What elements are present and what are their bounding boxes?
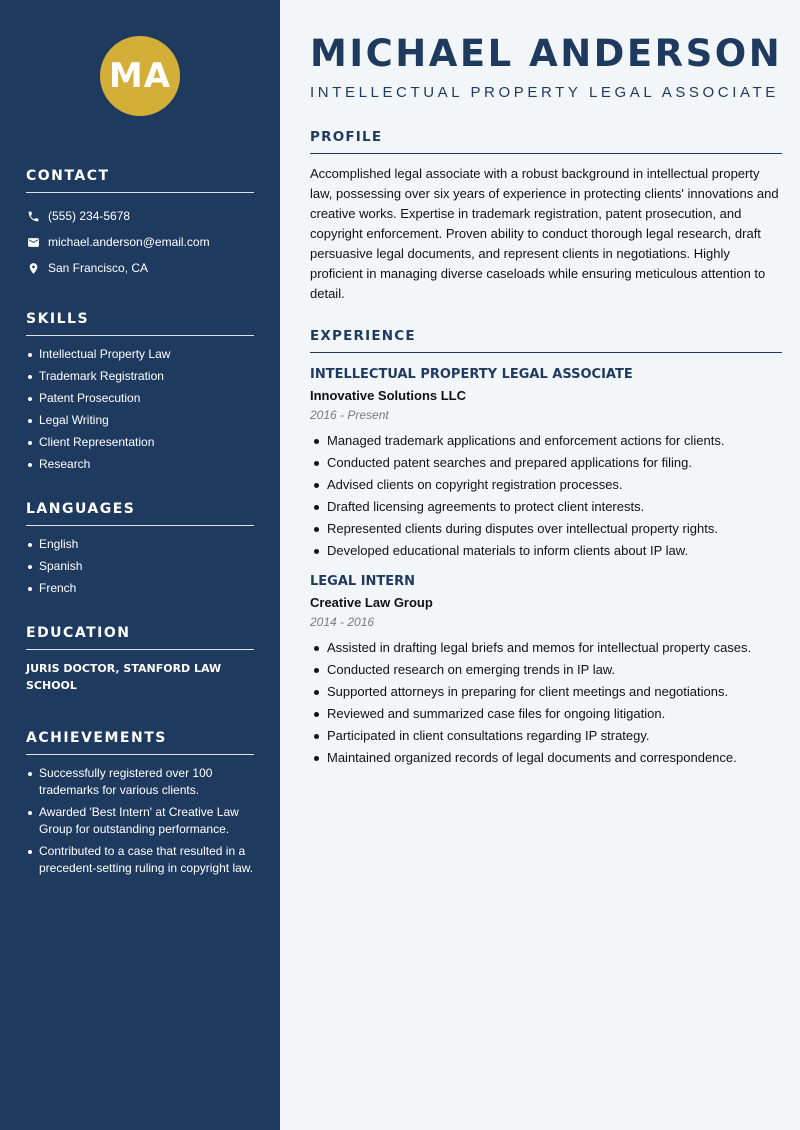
languages-heading: LANGUAGES (26, 501, 254, 526)
duty-item: Managed trademark applications and enforcement actions for clients. (310, 432, 782, 450)
skill-item: Intellectual Property Law (26, 346, 254, 363)
skill-item: Patent Prosecution (26, 390, 254, 407)
duty-item: Represented clients during disputes over intellectual property rights. (310, 520, 782, 538)
location-pin-icon (26, 261, 40, 275)
phone-icon (26, 209, 40, 223)
achievement-item: Contributed to a case that resulted in a precedent-setting ruling in copyright law. (26, 843, 254, 877)
language-item: English (26, 536, 254, 553)
location-text: San Francisco, CA (48, 261, 149, 275)
skill-item: Trademark Registration (26, 368, 254, 385)
duty-item: Assisted in drafting legal briefs and memos for intellectual property cases. (310, 639, 782, 657)
profile-summary: Accomplished legal associate with a robust background in intellectual property law, possessing over six years of experience in protecting clients' innovations and creative works. Expertise in trademark registration, patent prosecution, and copyright enforcement. Proven ability to conduct thorough legal research, draft persuasive legal documents, and represent clients in negotiations. Highly proficient in managing diverse caseloads while ensuring meticulous attention to detail. (310, 166, 779, 301)
duty-item: Developed educational materials to inform clients about IP law. (310, 542, 782, 560)
contact-heading: CONTACT (26, 168, 254, 193)
languages-list (26, 536, 254, 597)
duty-item: Advised clients on copyright registration processes. (310, 476, 782, 494)
achievements-list (26, 765, 254, 877)
contact-phone (26, 203, 254, 229)
contact-location (26, 255, 254, 281)
duty-item: Drafted licensing agreements to protect client interests. (310, 498, 782, 516)
job-duties (310, 639, 782, 767)
education-degree: JURIS DOCTOR, STANFORD LAW SCHOOL (26, 662, 222, 692)
profile-section (310, 129, 782, 304)
language-item: Spanish (26, 558, 254, 575)
job-company: Creative Law Group (310, 595, 433, 610)
email-text: michael.anderson@email.com (48, 235, 210, 249)
education-heading: EDUCATION (26, 625, 254, 650)
duty-item: Supported attorneys in preparing for client meetings and negotiations. (310, 683, 782, 701)
job-dates: 2014 - 2016 (310, 615, 375, 629)
job-title: LEGAL INTERN (310, 574, 416, 589)
achievements-heading: ACHIEVEMENTS (26, 730, 254, 755)
contact-section (26, 168, 254, 281)
skills-section (26, 311, 254, 473)
job-duties (310, 432, 782, 560)
skill-item: Research (26, 456, 254, 473)
duty-item: Reviewed and summarized case files for ongoing litigation. (310, 705, 782, 723)
experience-section (310, 328, 782, 767)
job-entry (310, 574, 782, 767)
sidebar (0, 0, 280, 1130)
education-section (26, 625, 254, 694)
achievement-item: Successfully registered over 100 trademarks for various clients. (26, 765, 254, 799)
profile-heading: PROFILE (310, 129, 782, 154)
duty-item: Conducted research on emerging trends in IP law. (310, 661, 782, 679)
mail-icon (26, 235, 40, 249)
job-dates: 2016 - Present (310, 408, 389, 422)
candidate-title: INTELLECTUAL PROPERTY LEGAL ASSOCIATE (310, 84, 779, 101)
experience-heading: EXPERIENCE (310, 328, 782, 353)
duty-item: Participated in client consultations regarding IP strategy. (310, 727, 782, 745)
skills-list (26, 346, 254, 473)
main-content (280, 0, 800, 1130)
skill-item: Client Representation (26, 434, 254, 451)
job-company: Innovative Solutions LLC (310, 388, 467, 403)
candidate-name: MICHAEL ANDERSON (310, 32, 783, 75)
achievements-section (26, 730, 254, 877)
duty-item: Conducted patent searches and prepared applications for filing. (310, 454, 782, 472)
skill-item: Legal Writing (26, 412, 254, 429)
avatar-initials: MA (100, 36, 180, 116)
job-entry (310, 367, 782, 560)
skills-heading: SKILLS (26, 311, 254, 336)
duty-item: Maintained organized records of legal documents and correspondence. (310, 749, 782, 767)
contact-list (26, 203, 254, 281)
achievement-item: Awarded 'Best Intern' at Creative Law Group for outstanding performance. (26, 804, 254, 838)
job-title: INTELLECTUAL PROPERTY LEGAL ASSOCIATE (310, 367, 633, 382)
contact-email (26, 229, 254, 255)
phone-text: (555) 234-5678 (48, 209, 131, 223)
languages-section (26, 501, 254, 597)
language-item: French (26, 580, 254, 597)
